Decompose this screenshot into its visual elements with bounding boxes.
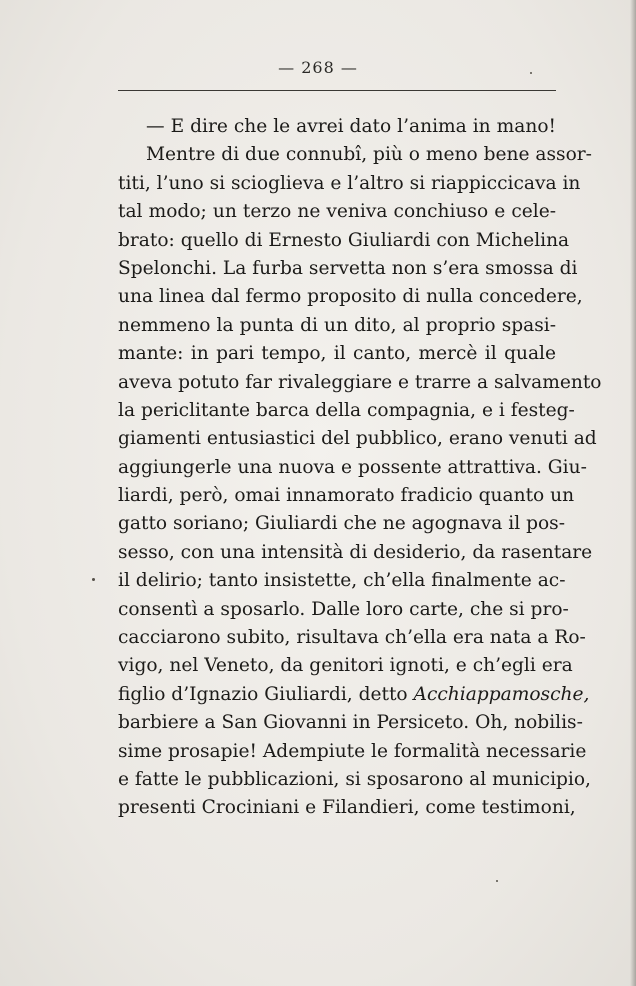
text-line: e fatte le pubblicazioni, si sposarono al municipio, — [118, 768, 591, 790]
text-line: mante: in pari tempo, il canto, mercè il quale — [118, 343, 556, 365]
text-line: sesso, con una intensità di desiderio, da rasentare — [118, 541, 593, 563]
text-line: una linea dal fermo proposito di nulla concedere, — [118, 286, 583, 308]
text-line: liardi, però, omai innamorato fradicio quanto un — [118, 485, 575, 507]
text-line: brato: quello di Ernesto Giuliardi con Michelina — [118, 229, 570, 251]
text-line: cacciarono subito, risultava ch’ella era nata a Ro- — [118, 627, 586, 649]
text-line: la periclitante barca della compagnia, e i festeg- — [118, 399, 575, 421]
text-line: vigo, nel Veneto, da genitori ignoti, e ch’egli era — [118, 655, 573, 677]
text-line: sime prosapie! Adempiute le formalità necessarie — [118, 740, 587, 762]
text-line: aggiungerle una nuova e possente attrattiva. Giu- — [118, 456, 587, 478]
paper-speck — [496, 880, 498, 882]
text-line: barbiere a San Giovanni in Persiceto. Oh, nobilis- — [118, 712, 583, 734]
italic-nickname: Acchiappamosche, — [413, 683, 590, 705]
page-number: — 268 — — [278, 58, 358, 77]
paper-speck — [530, 72, 532, 74]
text-line: nemmeno la punta di un dito, al proprio spasi- — [118, 314, 556, 336]
text-line: Mentre di due connubî, più o meno bene assor- — [146, 144, 592, 166]
text-line: consentì a sposarlo. Dalle loro carte, che si pro- — [118, 598, 569, 620]
text-line: gatto soriano; Giuliardi che ne agognava il pos- — [118, 513, 566, 535]
text-line: titi, l’uno si scioglieva e l’altro si riappiccicava in — [118, 172, 581, 194]
text-line: presenti Crociniani e Filandieri, come testimoni, — [118, 797, 576, 819]
text-line — [118, 681, 590, 709]
header-rule — [118, 90, 556, 91]
text-line: — E dire che le avrei dato l’anima in mano! — [146, 116, 556, 137]
text-line: il delirio; tanto insistette, ch’ella finalmente ac- — [118, 570, 566, 592]
text-line: aveva potuto far rivaleggiare e trarre a salvamento — [118, 371, 602, 393]
text-segment: figlio d’Ignazio Giuliardi, detto — [118, 683, 414, 705]
text-line: giamenti entusiastici del pubblico, erano venuti ad — [118, 428, 597, 450]
body-text — [118, 113, 602, 823]
text-line: tal modo; un terzo ne veniva conchiuso e cele- — [118, 201, 556, 223]
paper-speck — [92, 578, 95, 581]
page-edge-shadow — [630, 0, 636, 986]
text-line: Spelonchi. La furba servetta non s’era smossa di — [118, 257, 578, 279]
